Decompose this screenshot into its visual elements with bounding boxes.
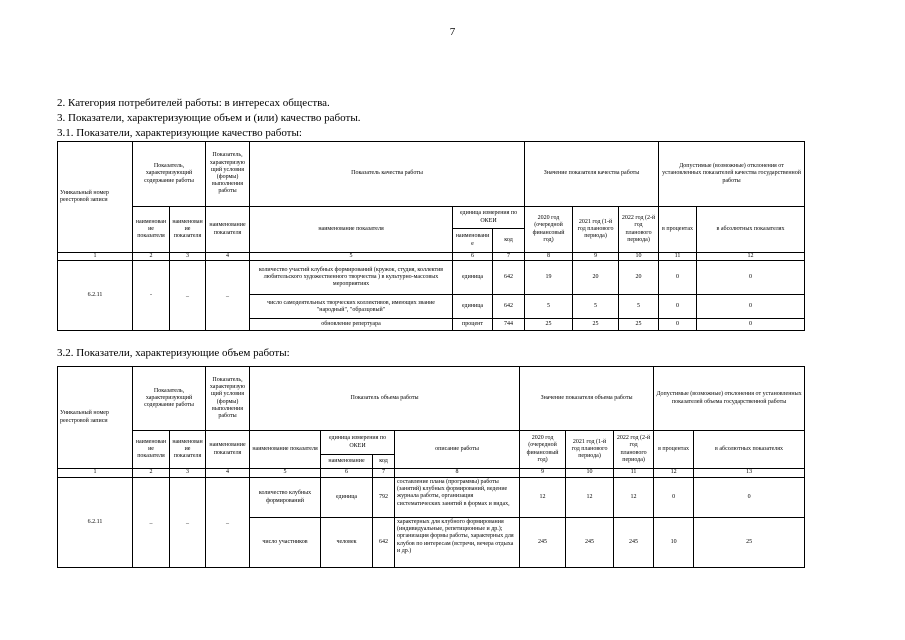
value-2021-cell: 5 bbox=[573, 295, 619, 319]
value-2021-cell: 245 bbox=[566, 518, 614, 568]
year-2020-header: 2020 год (очередной финансовый год) bbox=[520, 431, 566, 469]
unit-name-cell: процент bbox=[453, 319, 493, 331]
quality-indicators-heading: 3.1. Показатели, характеризующие качество работы: bbox=[57, 127, 302, 139]
column-number: 7 bbox=[493, 253, 525, 261]
column-number: 13 bbox=[694, 469, 805, 478]
value-2022-cell: 25 bbox=[619, 319, 659, 331]
year-2021-header: 2021 год (1-й год планового периода) bbox=[573, 207, 619, 253]
unit-code-cell: 642 bbox=[493, 261, 525, 295]
allowed-deviation-header: Допустимые (возможные) отклонения от установленных показателей качества государственной работы bbox=[659, 142, 805, 207]
content-value-cell: - bbox=[133, 261, 170, 331]
table-row bbox=[58, 261, 805, 295]
value-2020-cell: 25 bbox=[525, 319, 573, 331]
okei-unit-header: единица измерения по ОКЕИ bbox=[453, 207, 525, 229]
value-2021-cell: 20 bbox=[573, 261, 619, 295]
unit-code-header: код bbox=[373, 455, 395, 469]
column-number: 3 bbox=[170, 253, 206, 261]
volume-indicators-table bbox=[57, 366, 805, 568]
work-conditions-header: Показатель, характеризующий условия (формы) выполнения работы bbox=[206, 142, 250, 207]
unit-code-cell: 642 bbox=[373, 518, 395, 568]
unit-name-header: наименование bbox=[453, 229, 493, 253]
value-2021-cell: 12 bbox=[566, 478, 614, 518]
value-2021-cell: 25 bbox=[573, 319, 619, 331]
column-number: 11 bbox=[614, 469, 654, 478]
column-number: 8 bbox=[395, 469, 520, 478]
indicator-name-cell: количество клубных формирований bbox=[250, 478, 321, 518]
column-number: 10 bbox=[566, 469, 614, 478]
deviation-absolute-cell: 0 bbox=[697, 295, 805, 319]
registry-number-header: Уникальный номер реестровой записи bbox=[58, 142, 133, 253]
column-number: 4 bbox=[206, 253, 250, 261]
year-2021-header: 2021 год (1-й год планового периода) bbox=[566, 431, 614, 469]
column-number: 1 bbox=[58, 469, 133, 478]
value-2022-cell: 20 bbox=[619, 261, 659, 295]
work-description-cell: характерных для клубного формирования (индивидуальные, репетиционные и др.); организация формы работы, характерных для клубов по интересам (встречи, вечера отдыха и др.) bbox=[395, 518, 520, 568]
content-value-cell: _ bbox=[133, 478, 170, 568]
deviation-percent-cell: 0 bbox=[659, 295, 697, 319]
registry-number-cell: 6.2.11 bbox=[58, 478, 133, 568]
column-number: 5 bbox=[250, 469, 321, 478]
column-number: 9 bbox=[520, 469, 566, 478]
quality-indicators-table bbox=[57, 141, 805, 331]
column-number: 9 bbox=[573, 253, 619, 261]
deviation-percent-cell: 10 bbox=[654, 518, 694, 568]
work-conditions-header: Показатель, характеризующий условия (формы) выполнения работы bbox=[206, 367, 250, 431]
deviation-absolute-cell: 0 bbox=[694, 478, 805, 518]
page-number: 7 bbox=[449, 26, 456, 38]
column-number: 4 bbox=[206, 469, 250, 478]
year-2020-header: 2020 год (очередной финансовый год) bbox=[525, 207, 573, 253]
unit-name-cell: единица bbox=[453, 295, 493, 319]
content-indicator-name-header: наименование показателя bbox=[133, 431, 170, 469]
deviation-percent-cell: 0 bbox=[659, 319, 697, 331]
value-2022-cell: 245 bbox=[614, 518, 654, 568]
indicator-name-header: наименование показателя bbox=[250, 207, 453, 253]
column-number: 10 bbox=[619, 253, 659, 261]
column-number: 12 bbox=[697, 253, 805, 261]
unit-code-header: код bbox=[493, 229, 525, 253]
column-number: 11 bbox=[659, 253, 697, 261]
registry-number-cell: 6.2.11 bbox=[58, 261, 133, 331]
indicator-name-header: наименование показателя bbox=[250, 431, 321, 469]
column-number: 1 bbox=[58, 253, 133, 261]
content-value-cell: _ bbox=[170, 261, 206, 331]
value-2020-cell: 245 bbox=[520, 518, 566, 568]
indicators-heading: 3. Показатели, характеризующие объем и (или) качество работы. bbox=[57, 112, 361, 124]
okei-unit-header: единица измерения по ОКЕИ bbox=[321, 431, 395, 455]
column-number: 3 bbox=[170, 469, 206, 478]
deviation-absolute-cell: 25 bbox=[694, 518, 805, 568]
registry-number-header: Уникальный номер реестровой записи bbox=[58, 367, 133, 469]
quality-indicator-header: Показатель качества работы bbox=[250, 142, 525, 207]
value-2022-cell: 12 bbox=[614, 478, 654, 518]
column-number: 5 bbox=[250, 253, 453, 261]
deviation-absolute-cell: 0 bbox=[697, 261, 805, 295]
volume-indicator-header: Показатель объема работы bbox=[250, 367, 520, 431]
year-2022-header: 2022 год (2-й год планового периода) bbox=[614, 431, 654, 469]
content-indicator-name-header: наименование показателя bbox=[133, 207, 170, 253]
work-content-header: Показатель, характеризующий содержание работы bbox=[133, 367, 206, 431]
value-2020-cell: 5 bbox=[525, 295, 573, 319]
work-description-cell: составление плана (программы) работы (занятий) клубных формирований, ведение журнала работы, организация систематических занятий в формах и видах, bbox=[395, 478, 520, 518]
deviation-percent-header: в процентах bbox=[654, 431, 694, 469]
content-value-cell: _ bbox=[170, 478, 206, 568]
value-2022-cell: 5 bbox=[619, 295, 659, 319]
unit-code-cell: 642 bbox=[493, 295, 525, 319]
column-number: 6 bbox=[321, 469, 373, 478]
work-content-header: Показатель, характеризующий содержание работы bbox=[133, 142, 206, 207]
content-indicator-name-header: наименование показателя bbox=[170, 207, 206, 253]
consumer-category-heading: 2. Категория потребителей работы: в интересах общества. bbox=[57, 97, 330, 109]
volume-indicators-heading: 3.2. Показатели, характеризующие объем работы: bbox=[57, 347, 290, 359]
year-2022-header: 2022 год (2-й год планового периода) bbox=[619, 207, 659, 253]
deviation-absolute-header: в абсолютных показателях bbox=[694, 431, 805, 469]
table-row bbox=[58, 478, 805, 518]
column-number: 2 bbox=[133, 469, 170, 478]
conditions-indicator-name-header: наименование показателя bbox=[206, 207, 250, 253]
conditions-value-cell: _ bbox=[206, 478, 250, 568]
column-number: 2 bbox=[133, 253, 170, 261]
deviation-percent-header: в процентах bbox=[659, 207, 697, 253]
value-2020-cell: 12 bbox=[520, 478, 566, 518]
conditions-value-cell: _ bbox=[206, 261, 250, 331]
column-number: 7 bbox=[373, 469, 395, 478]
unit-name-cell: единица bbox=[453, 261, 493, 295]
volume-values-header: Значение показателя объема работы bbox=[520, 367, 654, 431]
content-indicator-name-header: наименование показателя bbox=[170, 431, 206, 469]
unit-name-cell: единица bbox=[321, 478, 373, 518]
deviation-percent-cell: 0 bbox=[654, 478, 694, 518]
deviation-percent-cell: 0 bbox=[659, 261, 697, 295]
column-number: 12 bbox=[654, 469, 694, 478]
deviation-absolute-cell: 0 bbox=[697, 319, 805, 331]
column-number: 6 bbox=[453, 253, 493, 261]
indicator-name-cell: количество участий клубных формирований (кружок, студия, коллектив любительского художественного творчества ) в культурно-массовых мероприятиях bbox=[250, 261, 453, 295]
work-description-header: описание работы bbox=[395, 431, 520, 469]
value-2020-cell: 19 bbox=[525, 261, 573, 295]
allowed-deviation-header: Допустимые (возможные) отклонения от установленных показателей объема государственной работы bbox=[654, 367, 805, 431]
unit-name-header: наименование bbox=[321, 455, 373, 469]
deviation-absolute-header: в абсолютных показателях bbox=[697, 207, 805, 253]
conditions-indicator-name-header: наименование показателя bbox=[206, 431, 250, 469]
unit-name-cell: человек bbox=[321, 518, 373, 568]
indicator-name-cell: число участников bbox=[250, 518, 321, 568]
quality-values-header: Значение показателя качества работы bbox=[525, 142, 659, 207]
column-number: 8 bbox=[525, 253, 573, 261]
indicator-name-cell: число самодеятельных творческих коллективов, имеющих звание "народный", "образцовый" bbox=[250, 295, 453, 319]
indicator-name-cell: обновление репертуара bbox=[250, 319, 453, 331]
unit-code-cell: 744 bbox=[493, 319, 525, 331]
unit-code-cell: 792 bbox=[373, 478, 395, 518]
